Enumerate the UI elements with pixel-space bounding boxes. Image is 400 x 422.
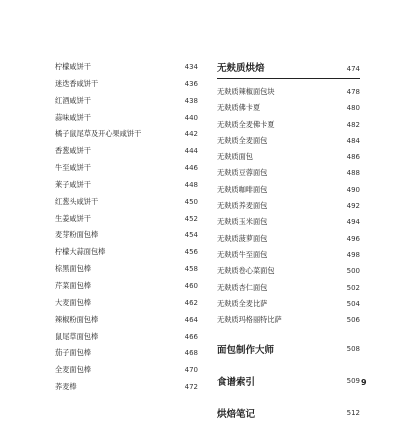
- toc-entry-title: 无麸质玛格丽特比萨: [217, 315, 282, 325]
- toc-entry-title: 鼠尾草面包棒: [55, 331, 99, 341]
- toc-entry-page: 498: [346, 250, 360, 259]
- toc-entry-title: 橘子鼠尾草及开心果咸饼干: [55, 129, 142, 139]
- toc-entry-title: 无麸质牛至面包: [217, 249, 268, 259]
- section-gap: [217, 390, 360, 404]
- section-gap: [217, 328, 360, 340]
- toc-entry-page: 486: [346, 153, 360, 162]
- toc-entry[interactable]: [55, 345, 198, 362]
- toc-entry-page: 496: [346, 234, 360, 243]
- section-page: 509: [346, 377, 360, 386]
- toc-entry-title: 无麸质全麦面包: [217, 135, 268, 145]
- toc-entry[interactable]: [55, 379, 198, 396]
- toc-entry[interactable]: [217, 198, 360, 214]
- toc-entry-page: 434: [184, 63, 198, 71]
- toc-entry-title: 牛至咸饼干: [55, 163, 91, 173]
- section-heading[interactable]: [217, 340, 360, 358]
- toc-entry[interactable]: [217, 84, 360, 100]
- section-gap: [217, 358, 360, 372]
- toc-entry[interactable]: [217, 182, 360, 198]
- toc-entry-page: 494: [346, 218, 360, 227]
- toc-entry[interactable]: [55, 244, 198, 261]
- toc-entry[interactable]: [217, 247, 360, 263]
- toc-entry-title: 无麸质玉米面包: [217, 217, 268, 227]
- toc-entry[interactable]: [55, 295, 198, 312]
- toc-entry[interactable]: [217, 100, 360, 116]
- toc-entry-title: 香葱咸饼干: [55, 146, 91, 156]
- toc-entry-title: 柠檬大蒜面包棒: [55, 247, 106, 257]
- toc-entry-title: 麦芽粉面包棒: [55, 230, 99, 240]
- toc-entry-title: 无麸质杏仁面包: [217, 282, 268, 292]
- section-title: 面包制作大师: [217, 345, 275, 357]
- toc-entry-page: 490: [346, 185, 360, 194]
- toc-entry-page: 442: [184, 130, 198, 139]
- toc-entry-page: 472: [184, 383, 198, 392]
- toc-entry-page: 492: [346, 202, 360, 211]
- toc-entry-page: 444: [184, 147, 198, 156]
- toc-entry[interactable]: [217, 149, 360, 165]
- toc-entry-page: 458: [184, 265, 198, 274]
- toc-entry-title: 生姜咸饼干: [55, 213, 91, 223]
- toc-entry-page: 480: [346, 104, 360, 113]
- toc-entry[interactable]: [217, 231, 360, 247]
- toc-entry-page: 452: [184, 214, 198, 223]
- toc-entry-page: 466: [184, 332, 198, 341]
- toc-entry[interactable]: [55, 93, 198, 110]
- toc-entry-title: 红葱头咸饼干: [55, 196, 99, 206]
- toc-entry-title: 大麦面包棒: [55, 297, 91, 307]
- toc-entry[interactable]: [55, 312, 198, 329]
- chapter-page: 474: [346, 65, 360, 73]
- toc-entry-page: 464: [184, 315, 198, 324]
- toc-entry-page: 438: [184, 96, 198, 105]
- toc-entry[interactable]: [217, 214, 360, 230]
- toc-entry-title: 荞麦棒: [55, 382, 77, 392]
- section-page: 508: [346, 345, 360, 354]
- toc-entry[interactable]: [55, 362, 198, 379]
- toc-entry-page: 436: [184, 79, 198, 88]
- right-toc-column: [217, 60, 360, 422]
- section-title: 食谱索引: [217, 377, 256, 389]
- toc-entry[interactable]: [55, 177, 198, 194]
- toc-entry-page: 462: [184, 298, 198, 307]
- section-page: 512: [346, 409, 360, 418]
- toc-entry[interactable]: [55, 261, 198, 278]
- section-heading[interactable]: [217, 372, 360, 390]
- toc-entry-title: 莱子咸饼干: [55, 179, 91, 189]
- toc-entry-title: 蒜味咸饼干: [55, 112, 91, 122]
- toc-entry[interactable]: [55, 278, 198, 295]
- toc-entry-title: 红酒咸饼干: [55, 95, 91, 105]
- toc-entry-title: 芹菜面包棒: [55, 280, 91, 290]
- toc-entry[interactable]: [55, 211, 198, 228]
- toc-entry[interactable]: [217, 263, 360, 279]
- toc-entry-title: 棕黑面包棒: [55, 264, 91, 274]
- toc-entry[interactable]: [55, 76, 198, 93]
- toc-entry-page: 500: [346, 267, 360, 276]
- toc-entry-title: 无麸质豆蓉面包: [217, 168, 268, 178]
- toc-entry-title: 无麸质养麦面包: [217, 201, 268, 211]
- toc-entry-page: 440: [184, 113, 198, 122]
- toc-entry-page: 448: [184, 180, 198, 189]
- toc-entry[interactable]: [55, 160, 198, 177]
- toc-entry-title: 无麸质全麦比萨: [217, 298, 268, 308]
- toc-entry-page: 488: [346, 169, 360, 178]
- toc-entry-title: 迷迭香咸饼干: [55, 78, 99, 88]
- section-title: 烘焙笔记: [217, 409, 256, 421]
- toc-entry[interactable]: [55, 143, 198, 160]
- toc-entry-title: 茄子面包棒: [55, 348, 91, 358]
- toc-entry-page: 482: [346, 120, 360, 129]
- toc-entry-title: 无麸质辣椒面包块: [217, 87, 275, 96]
- toc-entry-page: 504: [346, 299, 360, 308]
- toc-entry-title: 无麸质面包: [217, 152, 253, 162]
- toc-entry-title: 辣椒粉面包棒: [55, 314, 99, 324]
- toc-entry[interactable]: [55, 59, 198, 76]
- chapter-entries: [217, 84, 360, 328]
- toc-entry-title: 无麸质咖啡面包: [217, 184, 268, 194]
- toc-entry-page: 456: [184, 248, 198, 257]
- toc-entry-page: 460: [184, 281, 198, 290]
- toc-entry[interactable]: [217, 312, 360, 328]
- toc-entry-page: 470: [184, 366, 198, 375]
- toc-entry-page: 502: [346, 283, 360, 292]
- toc-entry-page: 506: [346, 316, 360, 325]
- toc-entry-page: 484: [346, 136, 360, 145]
- toc-entry-title: 无麸质卷心菜面包: [217, 266, 275, 276]
- page-number: 9: [361, 378, 367, 387]
- toc-entry-page: 468: [184, 349, 198, 358]
- chapter-heading[interactable]: [217, 60, 360, 79]
- toc-entry[interactable]: [55, 194, 198, 211]
- toc-entry[interactable]: [217, 133, 360, 149]
- chapter-title: 无麸质烘焙: [217, 63, 265, 74]
- toc-entry[interactable]: [55, 329, 198, 346]
- toc-entry[interactable]: [217, 117, 360, 133]
- toc-entry[interactable]: [55, 227, 198, 244]
- toc-entry-page: 446: [184, 164, 198, 173]
- toc-entry-title: 无麸质佛卡夏: [217, 103, 261, 113]
- toc-entry-title: 柠檬咸饼干: [55, 62, 91, 71]
- toc-entry[interactable]: [217, 165, 360, 181]
- toc-entry[interactable]: [217, 296, 360, 312]
- toc-entry-page: 478: [346, 88, 360, 96]
- toc-entry-title: 无麸质全麦佛卡夏: [217, 119, 275, 129]
- left-toc-column: [55, 59, 198, 396]
- toc-entry[interactable]: [55, 110, 198, 127]
- toc-entry[interactable]: [217, 280, 360, 296]
- toc-entry-page: 450: [184, 197, 198, 206]
- toc-entry[interactable]: [55, 126, 198, 143]
- section-heading[interactable]: [217, 404, 360, 422]
- toc-entry-title: 无麸质菠萝面包: [217, 233, 268, 243]
- toc-entry-page: 454: [184, 231, 198, 240]
- toc-entry-title: 全麦面包棒: [55, 365, 91, 375]
